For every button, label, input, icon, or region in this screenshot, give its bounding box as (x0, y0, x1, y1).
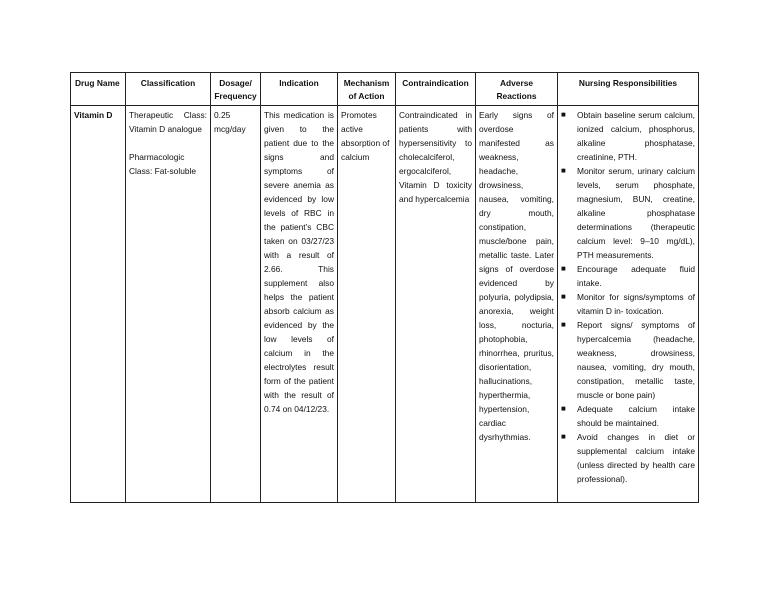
cell-drug-name: Vitamin D (71, 106, 126, 503)
list-item (561, 290, 695, 318)
bullet-icon: ■ (561, 264, 566, 273)
therapeutic-class: Therapeutic Class: Vitamin D analogue (129, 110, 207, 134)
table-row (71, 106, 699, 503)
list-item (561, 318, 695, 402)
cell-classification (126, 106, 211, 503)
cell-contraindication: Contraindicated in patients with hypersensitivity to cholecalciferol, ergocalciferol, Vitamin D toxicity and hypercalcemia (396, 106, 476, 503)
header-mechanism-line2: of Action (348, 91, 385, 101)
header-dosage (211, 73, 261, 106)
header-mechanism (338, 73, 396, 106)
header-dosage-line1: Dosage/ (219, 78, 252, 88)
header-contraindication: Contraindication (396, 73, 476, 106)
nursing-item-text: Monitor for signs/symptoms of vitamin D in- toxication. (577, 292, 695, 316)
nursing-item-text: Report signs/ symptoms of hypercalcemia (headache, weakness, drowsiness, nausea, vomiting, dry mouth, constipation, metallic taste, muscle or bone pain) (577, 320, 695, 400)
bullet-icon: ■ (561, 166, 566, 175)
nursing-item-text: Obtain baseline serum calcium, ionized calcium, phosphorus, alkaline phosphatase, creatinine, PTH. (577, 110, 695, 162)
cell-adverse-reactions: Early signs of overdose manifested as weakness, headache, drowsiness, nausea, vomiting, dry mouth, constipation, muscle/bone pain, metallic taste. Later signs of overdose evidenced by polyuria, polydipsia, anorexia, weight loss, nocturia, photophobia, rhinorrhea, pruritus, disorientation, hallucinations, hyperthermia, hypertension, cardiac dysrhythmias. (476, 106, 558, 503)
nursing-item-text: Adequate calcium intake should be maintained. (577, 404, 695, 428)
bullet-icon: ■ (561, 110, 566, 119)
nursing-item-text: Encourage adequate fluid intake. (577, 264, 695, 288)
pharmacologic-class: Pharmacologic Class: Fat-soluble (129, 152, 197, 176)
list-item (561, 402, 695, 430)
bullet-icon: ■ (561, 292, 566, 301)
list-item (561, 430, 695, 486)
header-row (71, 73, 699, 106)
cell-dosage: 0.25 mcg/day (211, 106, 261, 503)
nursing-item-text: Avoid changes in diet or supplemental calcium intake (unless directed by health care professional). (577, 432, 695, 484)
spacer (129, 136, 207, 150)
cell-mechanism: Promotes active absorption of calcium (338, 106, 396, 503)
bullet-icon: ■ (561, 404, 566, 413)
header-dosage-line2: Frequency (214, 91, 257, 101)
nursing-list (561, 108, 695, 486)
header-adverse-line2: Reactions (496, 91, 537, 101)
header-drug-name: Drug Name (71, 73, 126, 106)
header-mechanism-line1: Mechanism (343, 78, 390, 88)
drug-card-table (70, 72, 699, 503)
cell-indication: This medication is given to the patient due to the signs and symptoms of severe anemia as evidenced by low levels of RBC in the patient’s CBC taken on 03/27/23 with a result of 2.66. This supplement also helps the patient absorb calcium as evidenced by the low levels of calcium in the electrolytes result form of the patient with the result of 0.74 on 04/12/23. (261, 106, 338, 503)
list-item (561, 262, 695, 290)
bullet-icon: ■ (561, 432, 566, 441)
header-nursing: Nursing Responsibilities (558, 73, 699, 106)
header-indication: Indication (261, 73, 338, 106)
bullet-icon: ■ (561, 320, 566, 329)
nursing-item-text: Monitor serum, urinary calcium levels, serum phosphate, magnesium, BUN, creatine, alkaline phosphatase determinations (therapeutic calcium level: 9–10 mg/dL), PTH measurements. (577, 166, 695, 260)
header-classification: Classification (126, 73, 211, 106)
header-adverse-line1: Adverse (499, 78, 534, 88)
list-item (561, 164, 695, 262)
header-adverse (476, 73, 558, 106)
list-item (561, 108, 695, 164)
cell-nursing-responsibilities (558, 106, 699, 503)
